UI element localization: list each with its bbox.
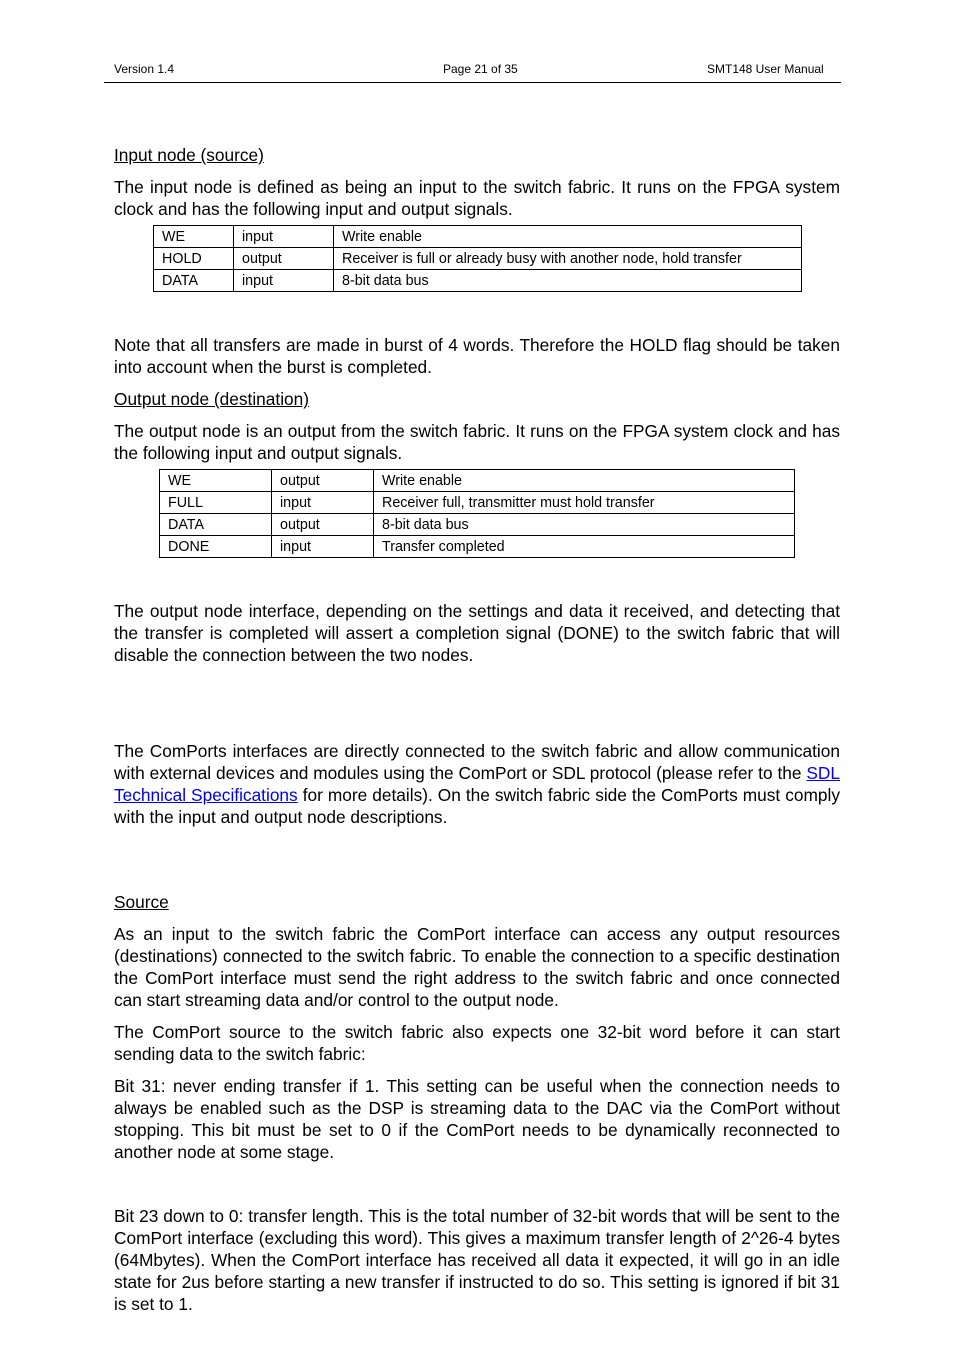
source-paragraph-4: Bit 23 down to 0: transfer length. This is the total number of 32-bit words that will be sent to the ComPort interface (excluding this word). This gives a maximum transfer length of 2^26-4 bytes (64Mbytes). When the ComPort interface has received all data it expected, it will go in an idle state for 2us before starting a new transfer if instructed to do so. This setting is ignored if bit 31 is set to 1.	[114, 1206, 840, 1314]
signal-direction: output	[272, 470, 374, 492]
signal-name: DATA	[154, 270, 234, 292]
signal-description: 8-bit data bus	[334, 270, 802, 292]
sdl-spec-link[interactable]: SDL Technical Specifications	[114, 763, 840, 805]
signal-name: DATA	[160, 514, 272, 536]
table-row	[160, 536, 795, 558]
signal-direction: input	[272, 536, 374, 558]
comports-text-end: for more details). On the switch fabric side the ComPorts must comply with the input and output node descriptions.	[114, 785, 840, 827]
source-paragraph-3: Bit 31: never ending transfer if 1. This setting can be useful when the connection needs to always be enabled such as the DSP is streaming data to the DAC via the ComPort without stopping. This bit must be set to 0 if the ComPort needs to be dynamically reconnected to another node at some stage.	[114, 1076, 840, 1162]
signal-description: 8-bit data bus	[374, 514, 795, 536]
signal-name: WE	[154, 226, 234, 248]
input-node-heading: Input node (source)	[114, 145, 264, 165]
output-node-description: The output node interface, depending on the settings and data it received, and detecting that the transfer is completed will assert a completion signal (DONE) to the switch fabric that will disable the connection between the two nodes.	[114, 601, 840, 665]
signal-description: Write enable	[334, 226, 802, 248]
source-paragraph-1: As an input to the switch fabric the ComPort interface can access any output resources (destinations) connected to the switch fabric. To enable the connection to a specific destination the ComPort interface must send the right address to the switch fabric and once connected can start streaming data and/or control to the output node.	[114, 924, 840, 1010]
signal-description: Receiver full, transmitter must hold transfer	[374, 492, 795, 514]
output-node-intro: The output node is an output from the switch fabric. It runs on the FPGA system clock and has the following input and output signals.	[114, 421, 840, 463]
input-node-signal-table	[153, 225, 802, 292]
output-node-heading: Output node (destination)	[114, 389, 310, 409]
signal-description: Transfer completed	[374, 536, 795, 558]
signal-description: Receiver is full or already busy with another node, hold transfer	[334, 248, 802, 270]
input-node-note: Note that all transfers are made in burst of 4 words. Therefore the HOLD flag should be taken into account when the burst is completed.	[114, 335, 840, 377]
input-node-intro: The input node is defined as being an input to the switch fabric. It runs on the FPGA system clock and has the following input and output signals.	[114, 177, 840, 219]
table-row	[154, 226, 802, 248]
signal-direction: input	[234, 226, 334, 248]
signal-name: WE	[160, 470, 272, 492]
output-node-signal-table	[159, 469, 795, 558]
comports-paragraph	[114, 740, 840, 828]
signal-direction: input	[234, 270, 334, 292]
table-row	[160, 514, 795, 536]
header-divider	[104, 82, 841, 83]
header-page-number: Page 21 of 35	[443, 62, 518, 76]
signal-name: HOLD	[154, 248, 234, 270]
table-row	[160, 470, 795, 492]
source-heading: Source	[114, 892, 169, 912]
table-row	[160, 492, 795, 514]
signal-name: DONE	[160, 536, 272, 558]
signal-direction: output	[272, 514, 374, 536]
signal-name: FULL	[160, 492, 272, 514]
header-manual-title: SMT148 User Manual	[707, 62, 824, 76]
source-paragraph-2: The ComPort source to the switch fabric also expects one 32-bit word before it can start sending data to the switch fabric:	[114, 1022, 840, 1064]
signal-direction: input	[272, 492, 374, 514]
signal-direction: output	[234, 248, 334, 270]
comports-text-start: The ComPorts interfaces are directly connected to the switch fabric and allow communication with external devices and modules using the ComPort or SDL protocol (please refer to the	[114, 741, 840, 783]
table-row	[154, 248, 802, 270]
table-row	[154, 270, 802, 292]
signal-description: Write enable	[374, 470, 795, 492]
header-version: Version 1.4	[114, 62, 175, 76]
